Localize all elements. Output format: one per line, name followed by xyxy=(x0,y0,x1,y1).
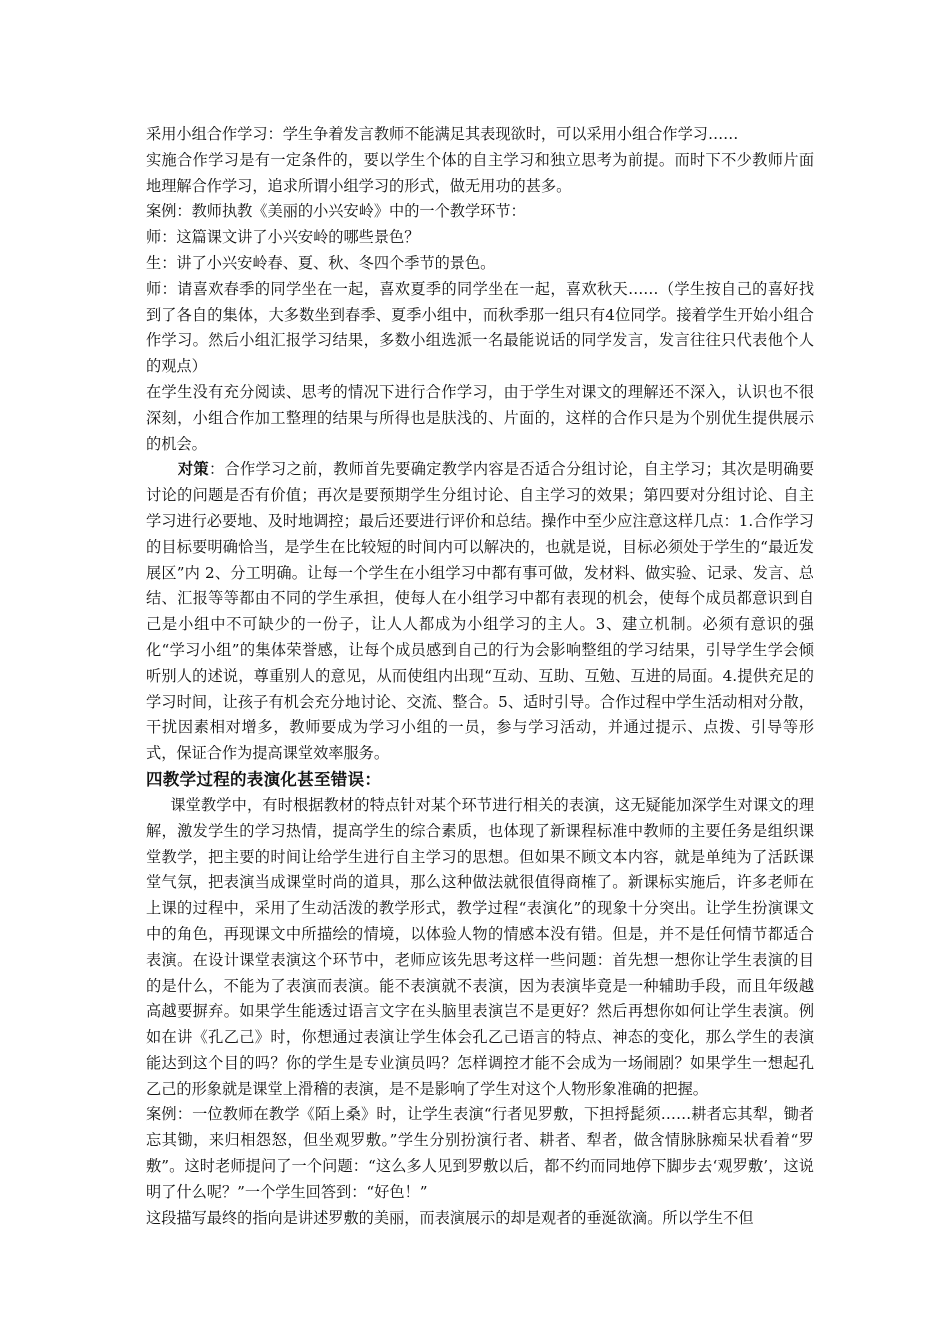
paragraph-teacher-grouping: 师：请喜欢春季的同学坐在一起，喜欢夏季的同学坐在一起，喜欢秋天……（学生按自己的喜好找到了各自的集体，大多数坐到春季、夏季小组中，而秋季那一组只有4位同学。接着学生开始小组合作学习。然后小组汇报学习结果，多数小组选派一名最能说话的同学发言，发言往往只代表他个人的观点） xyxy=(146,279,814,376)
paragraph-performance-discussion: 课堂教学中，有时根据教材的特点针对某个环节进行相关的表演，这无疑能加深学生对课文的理解，激发学生的学习热情，提高学生的综合素质，也体现了新课程标准中教师的主要任务是组织课堂教学，把主要的时间让给学生进行自主学习的思想。但如果不顾文本内容，就是单纯为了活跃课堂气氛，把表演当成课堂时尚的道具，那么这种做法就很值得商榷了。新课标实施后，许多老师在上课的过程中，采用了生动活泼的教学形式，教学过程“表演化”的现象十分突出。让学生扮演课文中的角色，再现课文中所描绘的情境，以体验人物的情感本没有错。但是，并不是任何情节都适合表演。在设计课堂表演这个环节中，老师应该先思考这样一些问题：首先想一想你让学生表演的目的是什么，不能为了表演而表演。能不表演就不表演，因为表演毕竟是一种辅助手段，而且年级越高越要摒弃。如果学生能透过语言文字在头脑里表演岂不是更好？然后再想你如何让学生表演。例如在讲《孔乙己》时，你想通过表演让学生体会孔乙己语言的特点、神态的变化，那么学生的表演能达到这个目的吗？你的学生是专业演员吗？怎样调控才能不会成为一场闹剧？如果学生一想起孔乙己的形象就是课堂上滑稽的表演，是不是影响了学生对这个人物形象准确的把握。 xyxy=(146,795,814,1098)
paragraph-conclusion-partial: 这段描写最终的指向是讲述罗敷的美丽，而表演展示的却是观者的垂涎欲滴。所以学生不但 xyxy=(146,1208,754,1227)
countermeasures-label: 对策 xyxy=(177,460,209,479)
section-heading-performance: 四教学过程的表演化甚至错误： xyxy=(146,769,382,789)
paragraph-countermeasures xyxy=(146,457,814,767)
paragraph-analysis: 在学生没有充分阅读、思考的情况下进行合作学习，由于学生对课文的理解还不深入，认识也不很深刻，小组合作加工整理的结果与所得也是肤浅的、片面的，这样的合作只是为个别优生提供展示的机会。 xyxy=(146,382,814,453)
paragraph-student-answer: 生：讲了小兴安岭春、夏、秋、冬四个季节的景色。 xyxy=(146,253,496,272)
paragraph-case-intro: 案例：教师执教《美丽的小兴安岭》中的一个教学环节： xyxy=(146,202,526,221)
paragraph-teacher-question: 师：这篇课文讲了小兴安岭的哪些景色？ xyxy=(146,228,420,247)
paragraph-cooperation-conditions: 实施合作学习是有一定条件的，要以学生个体的自主学习和独立思考为前提。而时下不少教师片面地理解合作学习，追求所谓小组学习的形式，做无用功的甚多。 xyxy=(146,150,814,195)
countermeasures-text: ：合作学习之前，教师首先要确定教学内容是否适合分组讨论，自主学习；其次是明确要讨论的问题是否有价值；再次是要预期学生分组讨论、自主学习的效果；第四要对分组讨论、自主学习进行必要地、及时地调控；最后还要进行评价和总结。操作中至少应注意这样几点：1.合作学习的目标要明确恰当，是学生在比较短的时间内可以解决的，也就是说，目标必须处于学生的“最近发展区”内 2、分工明确。让每一个学生在小组学习中都有事可做，发材料、做实验、记录、发言、总结、汇报等等都由不同的学生承担，使每人在小组学习中都有表现的机会，使每个成员都意识到自己是小组中不可缺少的一份子，让人人都成为小组学习的主人。3、建立机制。必须有意识的强化“学习小组”的集体荣誉感，让每个成员感到自己的行为会影响整组的学习结果，引导学生学会倾听别人的述说，尊重别人的意见，从而使组内出现“互动、互助、互勉、互进的局面。4.提供充足的学习时间，让孩子有机会充分地讨论、交流、整合。5、适时引导。合作过程中学生活动相对分散，干扰因素相对增多，教师要成为学习小组的一员，参与学习活动，并通过提示、点拨、引导等形式，保证合作为提高课堂效率服务。 xyxy=(146,460,815,763)
paragraph-case-moshangsang: 案例：一位教师在教学《陌上桑》时，让学生表演“行者见罗敷，下担捋髭须……耕者忘其犁，锄者忘其锄，来归相怨怒，但坐观罗敷。”学生分别扮演行者、耕者、犁者，做含情脉脉痴呆状看着“罗敷”。这时老师提问了一个问题：“这么多人见到罗敷以后，都不约而同地停下脚步去‘观罗敷’，这说明了什么呢？”一个学生回答到：“好色！” xyxy=(146,1105,814,1201)
document-page xyxy=(146,122,814,1231)
paragraph-group-cooperation: 采用小组合作学习：学生争着发言教师不能满足其表现欲时，可以采用小组合作学习…… xyxy=(146,125,739,143)
